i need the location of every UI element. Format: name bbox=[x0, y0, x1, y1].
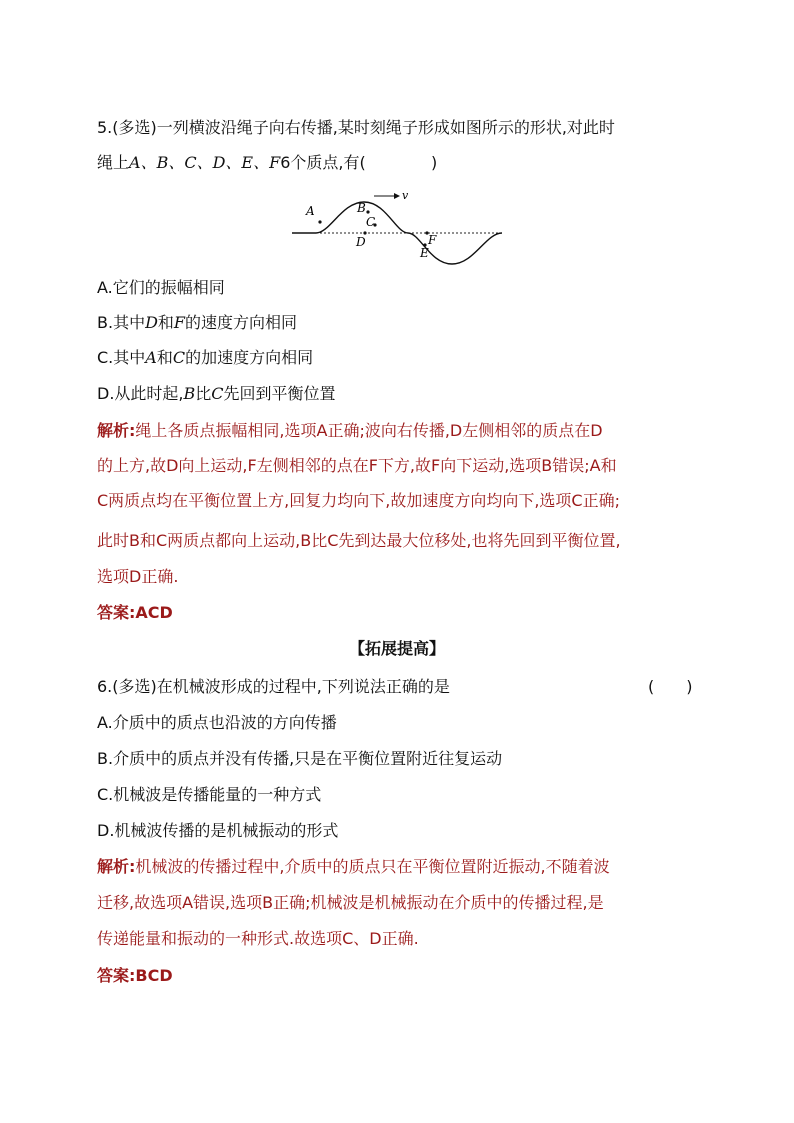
q5-option-b-f: F bbox=[173, 313, 186, 332]
velocity-label: v bbox=[402, 189, 409, 202]
q6-answer-label: 答案: bbox=[97, 966, 136, 985]
q6-answer-value: BCD bbox=[135, 966, 173, 985]
point-a-dot bbox=[318, 220, 321, 223]
point-d-label: D bbox=[356, 235, 366, 249]
q6-option-b: B.介质中的质点并没有传播,只是在平衡位置附近往复运动 bbox=[97, 749, 503, 768]
q5-option-d bbox=[97, 383, 336, 405]
q5-option-c-c: C bbox=[172, 348, 186, 367]
q6-stem: 6.(多选)在机械波形成的过程中,下列说法正确的是 bbox=[97, 677, 450, 696]
q5-option-b bbox=[97, 312, 297, 334]
q6-analysis-line1 bbox=[97, 856, 610, 878]
q5-option-b-pre: B.其中 bbox=[97, 313, 146, 332]
q5-answer-value: ACD bbox=[135, 603, 173, 622]
q5-option-d-mid: 比 bbox=[195, 384, 212, 403]
q6-answer bbox=[97, 965, 173, 987]
q5-option-d-c: C bbox=[211, 384, 224, 403]
q5-option-b-post: 的速度方向相同 bbox=[185, 313, 298, 332]
point-f-label: F bbox=[428, 233, 437, 247]
q6-paren: ( ) bbox=[648, 677, 693, 696]
q5-answer-label: 答案: bbox=[97, 603, 136, 622]
velocity-arrow bbox=[374, 193, 400, 199]
q5-option-c-pre: C.其中 bbox=[97, 348, 146, 367]
q5-option-d-pre: D.从此时起, bbox=[97, 384, 184, 403]
q5-analysis-line2: 的上方,故D向上运动,F左侧相邻的点在F下方,故F向下运动,选项B错误;A和 bbox=[97, 456, 617, 475]
q5-option-c-mid: 和 bbox=[156, 348, 173, 367]
point-e-label: E bbox=[420, 246, 429, 260]
q5-answer bbox=[97, 602, 173, 624]
q5-option-d-post: 先回到平衡位置 bbox=[223, 384, 336, 403]
q5-option-a: A.它们的振幅相同 bbox=[97, 278, 225, 297]
q5-option-c bbox=[97, 347, 313, 369]
q6-analysis-text1: 机械波的传播过程中,介质中的质点只在平衡位置附近振动,不随着波 bbox=[135, 857, 610, 876]
q6-analysis-label: 解析: bbox=[97, 857, 136, 876]
q5-analysis-line4: 此时B和C两质点都向上运动,B比C先到达最大位移处,也将先回到平衡位置, bbox=[97, 531, 621, 550]
q5-option-c-post: 的加速度方向相同 bbox=[185, 348, 314, 367]
q6-option-d: D.机械波传播的是机械振动的形式 bbox=[97, 821, 339, 840]
q5-option-b-d: D bbox=[145, 313, 158, 332]
q5-analysis-line3: C两质点均在平衡位置上方,回复力均向下,故加速度方向均向下,选项C正确; bbox=[97, 491, 620, 510]
q6-analysis-line2: 迁移,故选项A错误,选项B正确;机械波是机械振动在介质中的传播过程,是 bbox=[97, 893, 604, 912]
point-a-label: A bbox=[306, 204, 315, 218]
point-b-label: B bbox=[357, 201, 366, 215]
q5-option-c-a: A bbox=[145, 348, 157, 367]
q5-analysis-line1 bbox=[97, 420, 603, 442]
q6-option-c: C.机械波是传播能量的一种方式 bbox=[97, 785, 322, 804]
q5-paren-close: ) bbox=[431, 153, 438, 172]
section-title: 【拓展提高】 bbox=[348, 639, 445, 658]
q5-option-d-b: B bbox=[183, 384, 196, 403]
q5-analysis-line5: 选项D正确. bbox=[97, 567, 179, 586]
wave-diagram bbox=[290, 188, 506, 270]
q5-analysis-label: 解析: bbox=[97, 421, 136, 440]
q6-analysis-line3: 传递能量和振动的一种形式.故选项C、D正确. bbox=[97, 929, 419, 948]
q5-stem-line1: 5.(多选)一列横波沿绳子向右传播,某时刻绳子形成如图所示的形状,对此时 bbox=[97, 118, 615, 137]
q5-analysis-text1: 绳上各质点振幅相同,选项A正确;波向右传播,D左侧相邻的质点在D bbox=[135, 421, 603, 440]
point-c-label: C bbox=[366, 215, 376, 229]
q5-stem-points: A、B、C、D、E、F bbox=[129, 153, 281, 172]
q5-stem-line2 bbox=[97, 152, 366, 174]
q5-stem-suffix: 6个质点,有( bbox=[280, 153, 366, 172]
q6-option-a: A.介质中的质点也沿波的方向传播 bbox=[97, 713, 337, 732]
point-b-dot bbox=[366, 210, 369, 213]
q5-option-b-mid: 和 bbox=[157, 313, 174, 332]
q5-stem-prefix: 绳上 bbox=[97, 153, 130, 172]
